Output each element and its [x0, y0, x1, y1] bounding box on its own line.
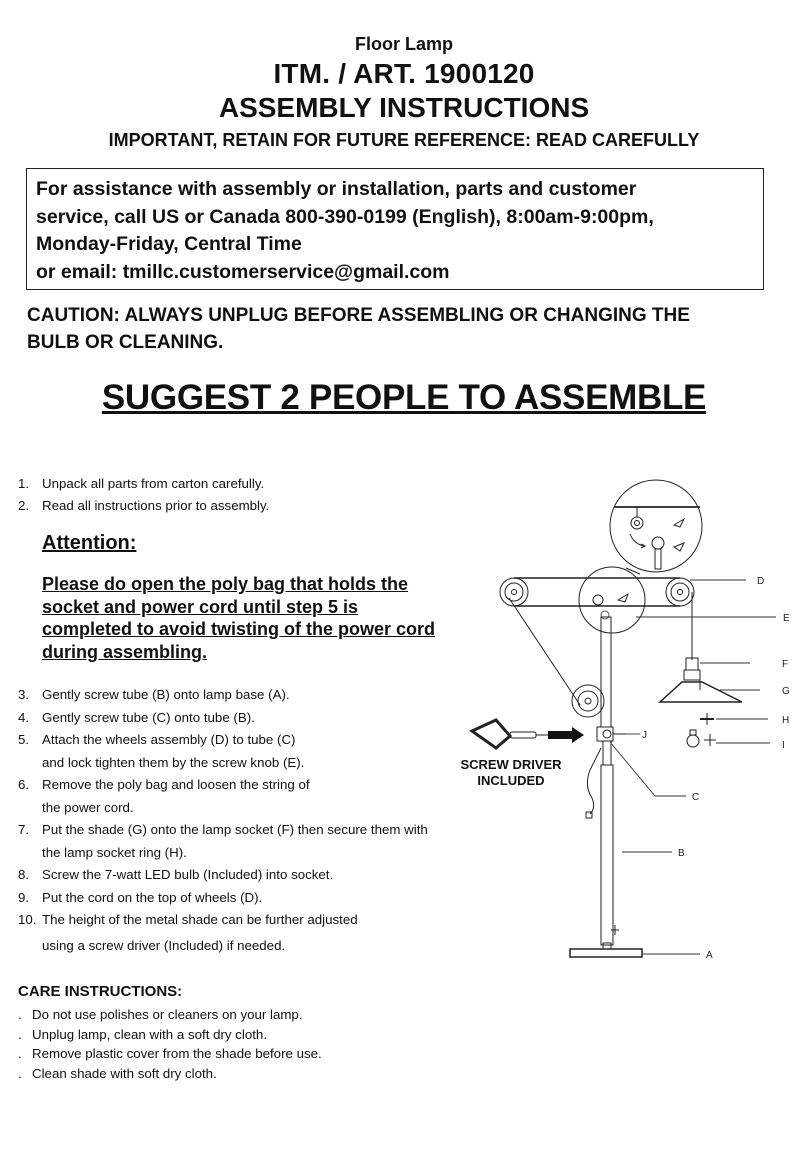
- label-h: H: [782, 715, 790, 726]
- detail-leader: [626, 568, 640, 574]
- list-item: [18, 707, 428, 730]
- care-title: CARE INSTRUCTIONS:: [18, 983, 183, 1000]
- list-item: [18, 819, 428, 864]
- attention-line-1: Please do open the poly bag that holds the: [42, 574, 409, 594]
- step-text-cont: and lock tighten them by the screw knob (E).: [42, 754, 305, 770]
- steps-top-list: [18, 473, 269, 517]
- label-a: A: [706, 950, 713, 961]
- arrow-icon: [548, 727, 584, 743]
- assistance-line-1: For assistance with assembly or installation, parts and customer: [36, 178, 637, 200]
- suggest-heading: SUGGEST 2 PEOPLE TO ASSEMBLE: [101, 378, 707, 417]
- step-number: 7.: [18, 822, 30, 837]
- led-bulb: [687, 730, 716, 747]
- list-item: [18, 909, 428, 957]
- step-text: Put the cord on the top of wheels (D).: [42, 889, 263, 905]
- attention-title: Attention:: [42, 532, 137, 554]
- product-name: Floor Lamp: [355, 34, 453, 54]
- label-e: E: [783, 613, 790, 624]
- leader-lines: [610, 580, 776, 954]
- step-number: 3.: [18, 687, 30, 702]
- assistance-box: [26, 168, 764, 290]
- important-notice: IMPORTANT, RETAIN FOR FUTURE REFERENCE: READ CAREFULLY: [108, 130, 700, 150]
- step-text: Put the shade (G) onto the lamp socket (F) then secure them with: [42, 822, 428, 837]
- detail-circle-mid: [579, 567, 645, 633]
- list-item: [18, 495, 269, 517]
- step-text: Screw the 7-watt LED bulb (Included) into socket.: [42, 867, 334, 882]
- caution-notice: [27, 302, 787, 356]
- lamp-pole: [586, 617, 626, 945]
- wheels-assembly: [500, 578, 694, 705]
- assistance-line-3: Monday-Friday, Central Time: [36, 233, 302, 255]
- step-number: 8.: [18, 867, 30, 882]
- screwdriver: [472, 720, 548, 748]
- step-text-cont: using a screw driver (Included) if needed.: [42, 937, 286, 953]
- label-g: G: [782, 686, 790, 697]
- lamp-shade: [660, 680, 742, 702]
- list-item: [18, 774, 428, 819]
- assistance-line-2: service, call US or Canada 800-390-0199 (English), 8:00am-9:00pm,: [36, 205, 654, 228]
- list-item: [18, 684, 428, 707]
- attention-line-2: socket and power cord until step 5 is: [42, 596, 359, 617]
- attention-line-4: during assembling.: [42, 641, 208, 662]
- step-number: 4.: [18, 709, 30, 725]
- step-text: Gently screw tube (B) onto lamp base (A).: [42, 687, 290, 702]
- care-list: [18, 1005, 322, 1083]
- list-item: [18, 864, 428, 887]
- label-b: B: [678, 848, 685, 859]
- list-item: . Clean shade with soft dry cloth.: [18, 1064, 322, 1084]
- step-number: 2.: [18, 498, 30, 513]
- list-item: [18, 887, 428, 910]
- steps-main-list: [18, 684, 428, 957]
- list-item: . Unplug lamp, clean with a soft dry cloth.: [18, 1025, 322, 1045]
- step-number: 1.: [18, 476, 30, 491]
- socket-ring: [700, 713, 714, 725]
- label-i: I: [782, 740, 785, 751]
- step-text: The height of the metal shade can be further adjusted: [42, 912, 358, 927]
- label-j: J: [642, 730, 647, 741]
- lower-wheel: [572, 685, 604, 717]
- step-text: Gently screw tube (C) onto tube (B).: [42, 709, 255, 725]
- step-number: 6.: [18, 777, 30, 792]
- item-number: ITM. / ART. 1900120: [273, 58, 535, 89]
- detail-circle-top: [610, 480, 702, 572]
- step-text: Read all instructions prior to assembly.: [42, 498, 270, 513]
- screwdriver-label-2: INCLUDED: [477, 773, 545, 788]
- lamp-base: [570, 943, 642, 957]
- screwdriver-label-1: SCREW DRIVER: [460, 757, 562, 772]
- list-item: . Do not use polishes or cleaners on your lamp.: [18, 1005, 322, 1025]
- step-text-cont: the power cord.: [42, 799, 134, 815]
- step-text: Remove the poly bag and loosen the string of: [42, 777, 310, 792]
- list-item: [18, 473, 269, 495]
- lamp-socket: [684, 658, 700, 680]
- step-text: Attach the wheels assembly (D) to tube (C): [42, 732, 296, 747]
- label-c: C: [692, 792, 700, 803]
- list-item: [18, 729, 428, 774]
- step-number: 5.: [18, 732, 30, 747]
- label-f: F: [782, 659, 789, 670]
- step-text-cont: the lamp socket ring (H).: [42, 844, 187, 860]
- attention-line-3: completed to avoid twisting of the power cord: [42, 619, 436, 639]
- page-title: ASSEMBLY INSTRUCTIONS: [218, 92, 590, 123]
- caution-line-2: BULB OR CLEANING.: [27, 332, 224, 353]
- step-number: 9.: [18, 889, 30, 905]
- caution-line-1: CAUTION: ALWAYS UNPLUG BEFORE ASSEMBLING OR CHANGING THE: [27, 305, 690, 326]
- attention-body: [42, 573, 482, 663]
- list-item: . Remove plastic cover from the shade before use.: [18, 1044, 322, 1064]
- label-d: D: [757, 576, 765, 587]
- step-text: Unpack all parts from carton carefully.: [42, 476, 265, 491]
- step-number: 10.: [18, 912, 37, 927]
- assistance-email: or email: tmillc.customerservice@gmail.com: [36, 260, 450, 283]
